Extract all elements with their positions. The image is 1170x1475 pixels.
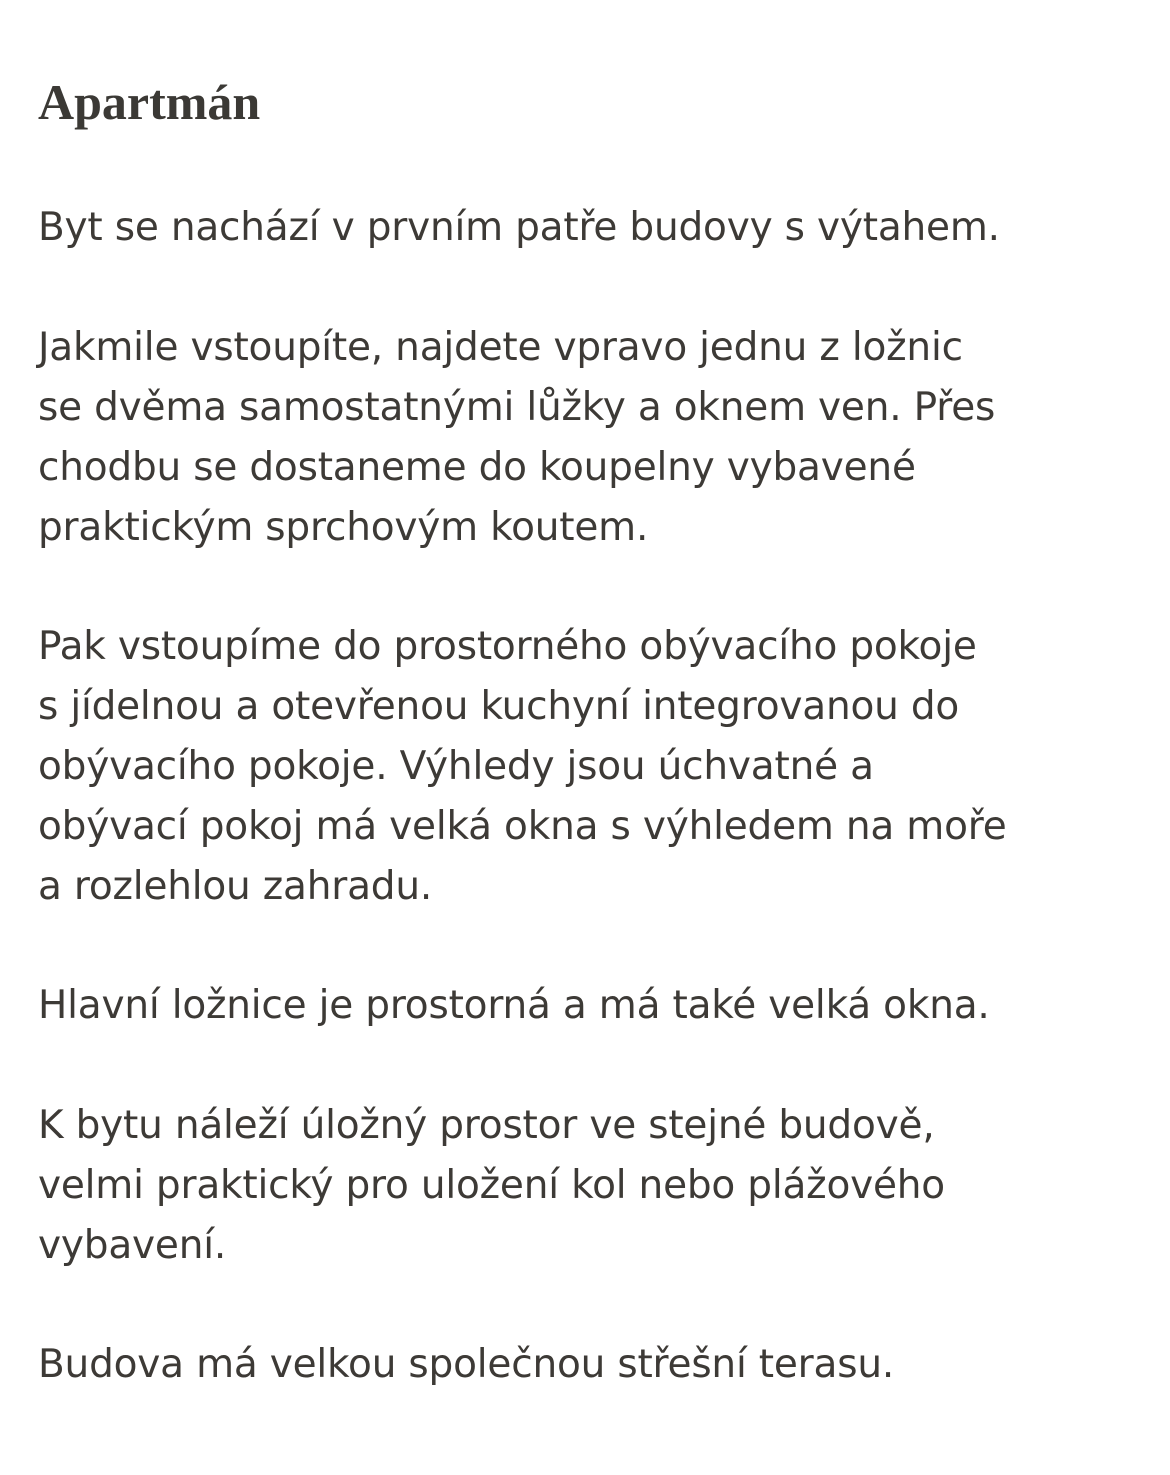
text-line: Byt se nachází v prvním patře budovy s výtahem. <box>38 205 1000 250</box>
paragraph-entrance <box>38 318 995 558</box>
text-line: velmi praktický pro uložení kol nebo plážového <box>38 1163 945 1208</box>
page-title: Apartmán <box>38 74 261 130</box>
paragraph-storage <box>38 1096 945 1276</box>
paragraph-master-bedroom <box>38 976 990 1036</box>
paragraph-roof-terrace <box>38 1335 894 1395</box>
text-line: praktickým sprchovým koutem. <box>38 505 649 550</box>
text-line: obývací pokoj má velká okna s výhledem na moře <box>38 804 1007 849</box>
text-line: obývacího pokoje. Výhledy jsou úchvatné a <box>38 744 874 789</box>
text-line: se dvěma samostatnými lůžky a oknem ven. Přes <box>38 385 996 430</box>
text-line: K bytu náleží úložný prostor ve stejné budově, <box>38 1103 935 1148</box>
paragraph-living-room <box>38 617 1007 917</box>
text-line: Jakmile vstoupíte, najdete vpravo jednu z ložnic <box>38 325 963 370</box>
text-line: a rozlehlou zahradu. <box>38 864 433 909</box>
text-line: vybavení. <box>38 1223 227 1268</box>
text-line: chodbu se dostaneme do koupelny vybavené <box>38 445 916 490</box>
text-line: Pak vstoupíme do prostorného obývacího pokoje <box>38 624 977 669</box>
text-line: Budova má velkou společnou střešní terasu. <box>38 1342 895 1387</box>
paragraph-location <box>38 198 1000 258</box>
text-line: s jídelnou a otevřenou kuchyní integrovanou do <box>38 684 960 729</box>
text-line: Hlavní ložnice je prostorná a má také velká okna. <box>38 983 990 1028</box>
